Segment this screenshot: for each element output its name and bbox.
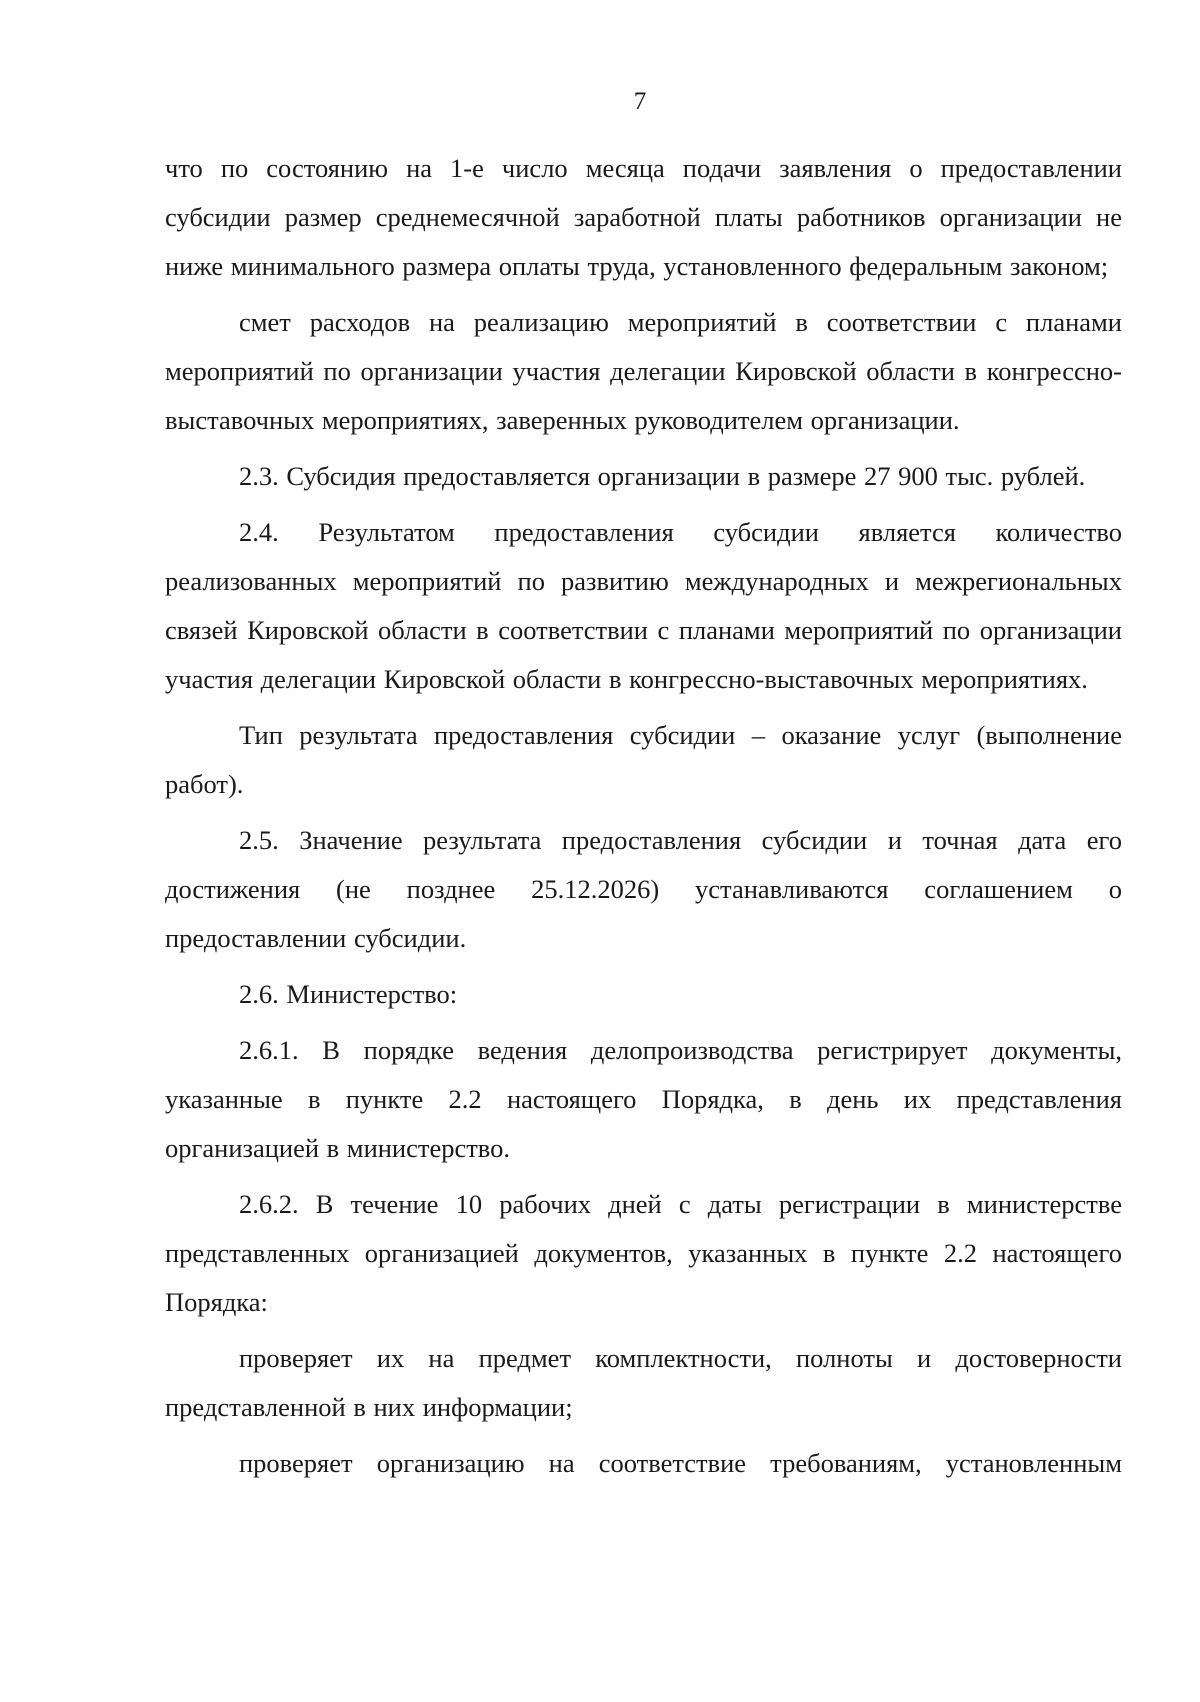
paragraph-2-6-1: 2.6.1. В порядке ведения делопроизводства регистрирует документы, указанные в пункте 2.2 настоящего Порядка, в день их представления организацией в министерство. — [165, 1035, 1122, 1163]
document-body — [165, 144, 1122, 1495]
paragraph-2-5-result-value: 2.5. Значение результата предоставления субсидии и точная дата его достижения (не позднее 25.12.2026) устанавливаются соглашением о предоставлении субсидии. — [165, 825, 1122, 953]
paragraph-checks-requirements: проверяет организацию на соответствие требованиям, установленным — [239, 1448, 1122, 1478]
paragraph-2: смет расходов на реализацию мероприятий в соответствии с планами мероприятий по организации участия делегации Кировской области в конгрессно-выставочных мероприятиях, заверенных руководителем организации. — [165, 307, 1122, 435]
page-number: 7 — [633, 88, 647, 115]
paragraph-2-3-subsidy-amount: 2.3. Субсидия предоставляется организации в размере 27 900 тыс. рублей. — [239, 461, 1086, 491]
paragraph-checks-completeness: проверяет их на предмет комплектности, полноты и достоверности представленной в них информации; — [165, 1343, 1122, 1422]
paragraph-result-type: Тип результата предоставления субсидии – оказание услуг (выполнение работ). — [165, 720, 1122, 799]
paragraph-2-6-ministry: 2.6. Министерство: — [239, 979, 458, 1009]
paragraph-1: что по состоянию на 1-е число месяца подачи заявления о предоставлении субсидии размер среднемесячной заработной платы работников организации не ниже минимального размера оплаты труда, установленного федеральным законом; — [165, 153, 1122, 281]
paragraph-2-6-2: 2.6.2. В течение 10 рабочих дней с даты регистрации в министерстве представленных организацией документов, указанных в пункте 2.2 настоящего Порядка: — [165, 1189, 1122, 1317]
paragraph-2-4-result: 2.4. Результатом предоставления субсидии является количество реализованных мероприятий по развитию международных и межрегиональных связей Кировской области в соответствии с планами мероприятий по организации участия делегации Кировской области в конгрессно-выставочных мероприятиях. — [165, 517, 1122, 694]
